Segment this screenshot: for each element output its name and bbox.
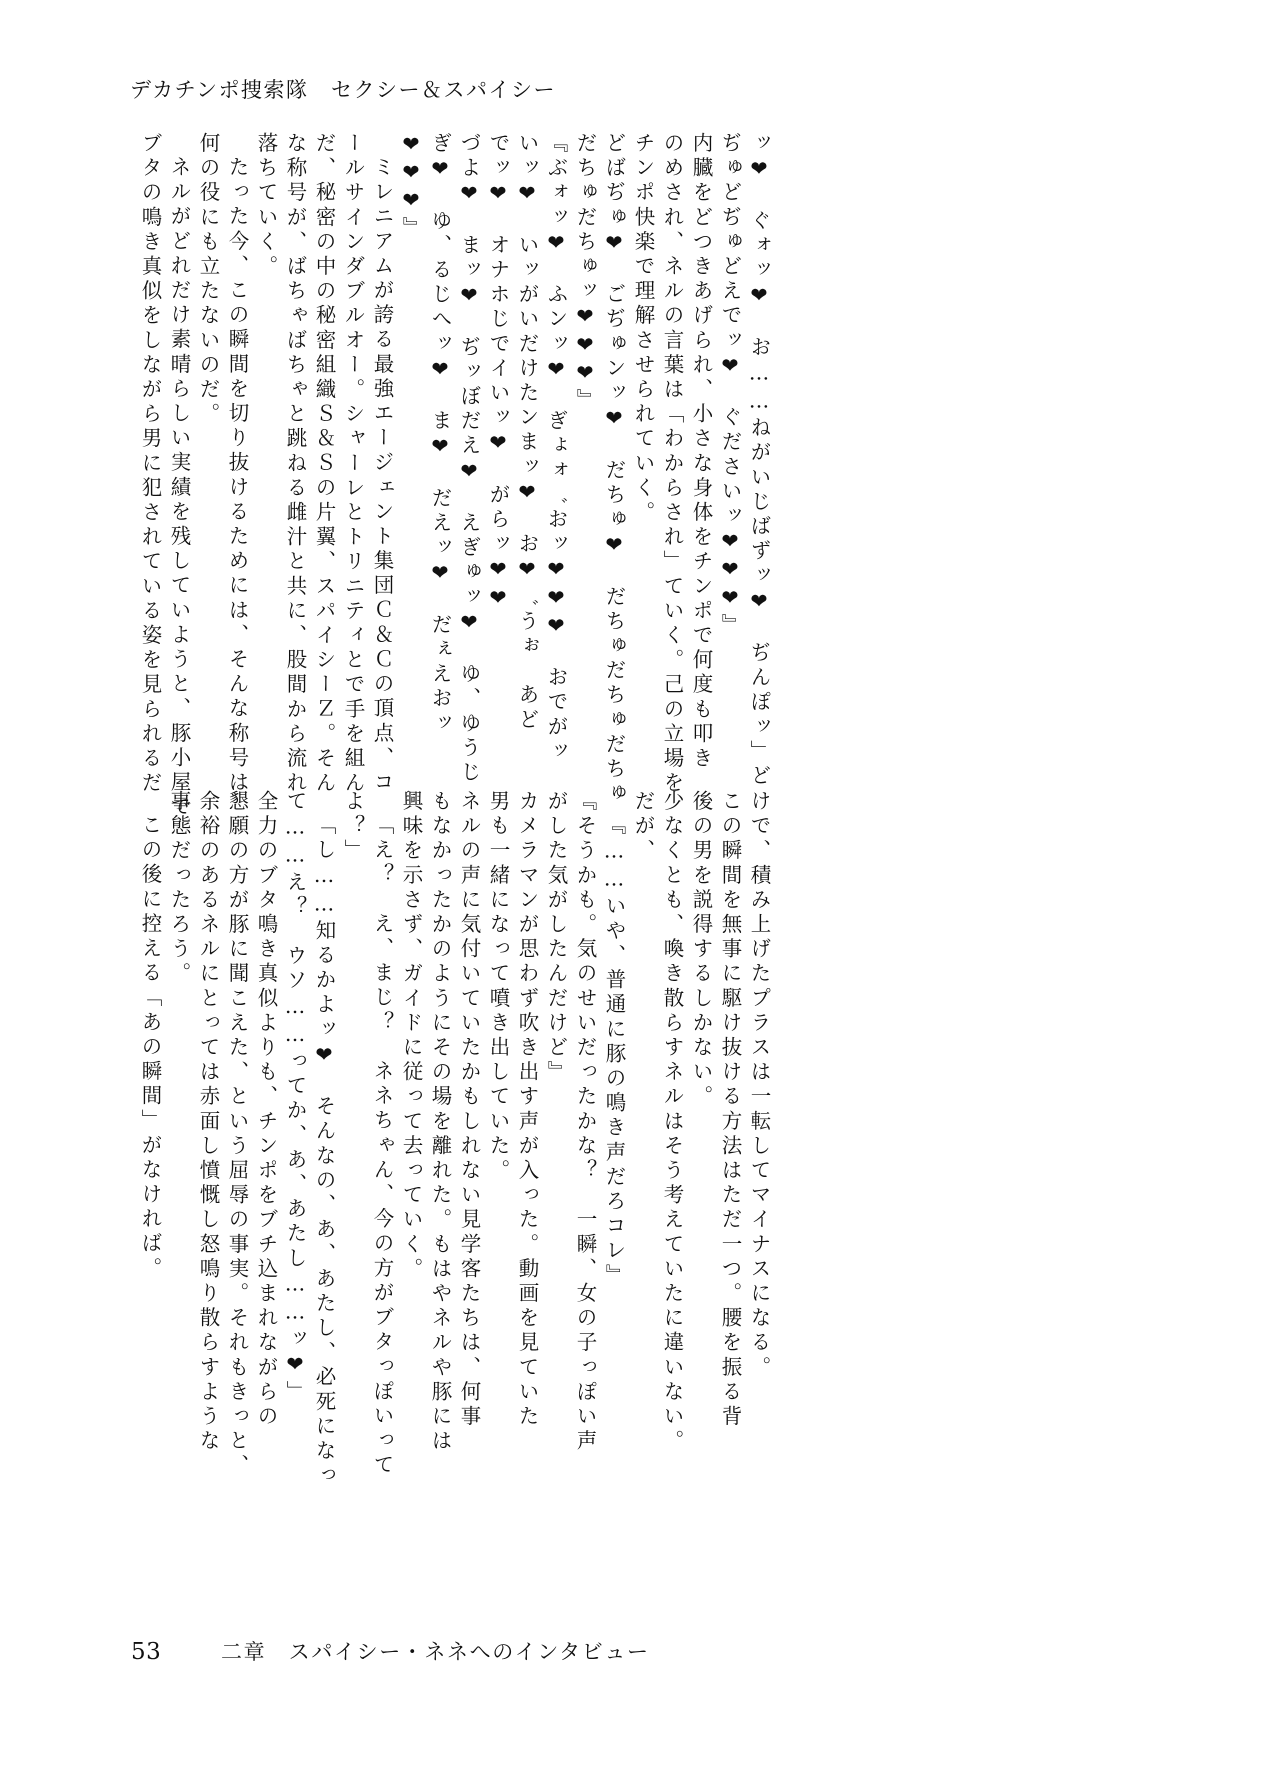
text-column: 内臓をどつきあげられ、小さな身体をチンポで何度も叩き xyxy=(689,132,713,772)
page-number: 53 xyxy=(131,1639,162,1665)
text-column: だちゅだちゅッ❤❤❤』 xyxy=(573,132,597,414)
body-text-block-top xyxy=(131,132,771,821)
text-column: たった今、この瞬間を切り抜けるためには、そんな称号は xyxy=(225,156,249,796)
text-column: ミレニアムが誇る最強エージェント集団Ｃ＆Ｃの頂点、コ xyxy=(370,156,394,796)
text-column: ぎ❤ ゆ、るじへッ❤ ま❤ だえッ❤ だぇえおッ xyxy=(428,132,452,737)
text-column: 懇願の方が豚に聞こえた、という屈辱の事実。それもきっと、 xyxy=(225,790,249,1479)
text-column: どばぢゅ❤ ごぢゅンッ❤ だちゅ❤ だちゅだちゅだちゅ xyxy=(602,132,626,807)
text-column: この後に控える「あの瞬間」がなければ。 xyxy=(138,814,162,1282)
text-column: もなかったかのようにその場を離れた。もはやネルや豚には xyxy=(428,790,452,1455)
text-column: 後の男を説得するしかない。 xyxy=(689,790,713,1110)
text-column: 事態だったろう。 xyxy=(167,790,191,987)
text-column: けで、積み上げたプラスは一転してマイナスになる。 xyxy=(747,790,771,1381)
text-column: 『そうかも。気のせいだったかな？ 一瞬、女の子っぽい声 xyxy=(573,790,597,1455)
text-column: 何の役にも立たないのだ。 xyxy=(196,132,220,428)
text-column: づよ❤ まッ❤ ぢッぼだえ❤ えぎゅッ❤ ゆ、ゆうじ xyxy=(457,132,481,786)
text-column: この瞬間を無事に駆け抜ける方法はただ一つ。腰を振る背 xyxy=(718,790,742,1430)
text-column: ールサインダブルオー。シャーレとトリニティとで手を組ん xyxy=(341,132,365,797)
body-text-block-bottom xyxy=(131,790,771,1489)
text-column: だが、 xyxy=(631,790,655,864)
text-column: 余裕のあるネルにとっては赤面し憤慨し怒鳴り散らすような xyxy=(196,790,220,1455)
text-column: 男も一緒になって噴き出していた。 xyxy=(486,790,510,1184)
text-column: 興味を示さず、ガイドに従って去っていく。 xyxy=(399,790,423,1282)
text-column: ネルの声に気付いていたかもしれない見学客たちは、何事 xyxy=(457,790,481,1430)
text-column: のめされ、ネルの言葉は「わからされ」ていく。己の立場を xyxy=(660,132,684,797)
text-column: カメラマンが思わず吹き出す声が入った。動画を見ていた xyxy=(515,790,539,1430)
text-column: ❤❤❤』 xyxy=(399,132,423,241)
text-column: がした気がしたんだけど』 xyxy=(544,790,568,1086)
text-column: 全力のブタ鳴き真似よりも、チンポをブチ込まれながらの xyxy=(254,790,278,1430)
text-column: チンポ快楽で理解させられていく。 xyxy=(631,132,655,526)
page-footer xyxy=(131,1636,650,1666)
text-column: て……え？ ウソ……ってか、あ、あたし……ッ❤」 xyxy=(283,790,307,1405)
text-column: ぢゅどぢゅどえでッ❤ ぐださいッ❤❤❤』 xyxy=(718,132,742,638)
text-column: でッ❤ オナホじでイいッ❤ がらッ❤❤ xyxy=(486,132,510,614)
text-column: 少なくとも、喚き散らすネルはそう考えていたに違いない。 xyxy=(660,790,684,1455)
text-column: ネルがどれだけ素晴らしい実績を残していようと、豚小屋で xyxy=(167,156,191,821)
text-column: よ？」 xyxy=(341,790,365,864)
chapter-title: 二章 スパイシー・ネネへのインタビュー xyxy=(221,1640,650,1664)
text-column: ッ❤ ぐォッ❤ お……ねがいじばずッ❤ ぢんぽッ」ど xyxy=(747,132,771,790)
text-column: だ、秘密の中の秘密組織Ｓ＆Ｓの片翼、スパイシーＺ。そん xyxy=(312,132,336,797)
text-column: 『……いや、普通に豚の鳴き声だろコレ』 xyxy=(602,814,626,1289)
text-column: 「え？ え、まじ？ ネネちゃん、今の方がブタっぽいって xyxy=(370,814,394,1479)
text-column: 「し……知るかよッ❤ そんなの、あ、あたし、必死になっ xyxy=(312,814,336,1489)
text-column: ブタの鳴き真似をしながら男に犯されている姿を見られるだ xyxy=(138,132,162,797)
text-column: 『ぶォッ❤ ふンッ❤ ぎょォ゛おッ❤❤❤ おでがッ xyxy=(544,132,568,765)
running-head: デカチンポ捜索隊 セクシー＆スパイシー xyxy=(130,78,557,102)
text-column: いッ❤ いッがいだけたンまッ❤ お❤゛うぉ あど xyxy=(515,132,539,733)
text-column: 落ちていく。 xyxy=(254,132,278,280)
text-column: な称号が、ばちゃばちゃと跳ねる雌汁と共に、股間から流れ xyxy=(283,132,307,797)
